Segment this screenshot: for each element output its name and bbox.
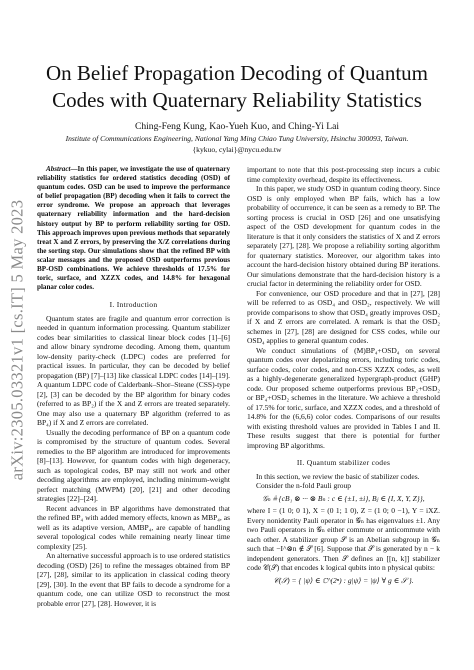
paper-emails: {kykuo, cylai}@nycu.edu.tw <box>192 145 282 154</box>
right-paragraph: Consider the n-fold Pauli group <box>256 481 351 490</box>
arxiv-stamp-text: arXiv:2305.03321v1 [cs.IT] 5 May 2023 <box>7 199 26 481</box>
paper-authors: Ching-Feng Kung, Kao-Yueh Kuo, and Ching-Yi Lai <box>134 121 340 132</box>
paper-affiliation: Institute of Communications Engineering, National Yang Ming Chiao Tung University, Hsinchu 300093, Taiwan. <box>65 134 409 143</box>
left-paragraph: An alternative successful approach is to use ordered statistics decoding (OSD) [26] to refine the messages obtained from BP [27], [28], similar to its application in classical coding theory [29], [30]. In the event that BP fails to decode a syndrome for a quantum code, one can utilize OSD to reconstruct the most probable error [27], [28]. However, it is <box>37 551 230 608</box>
right-column <box>247 165 440 588</box>
section-1-heading: I. Introduction <box>109 300 158 310</box>
right-paragraph: For convenience, our OSD procedure and that in [27], [28] will be referred to as OSD₄ and OSD₂, respectively. We will provide comparisons to show that OSD₄ greatly improves OSD₂ if X and Z errors are correlated. A remark is that the OSD₂ schemes in [27], [28] are designed for CSS codes, while our OSD₄ applies to general quantum codes. <box>247 288 440 345</box>
right-paragraph: We conduct simulations of (M)BP₄+OSD₄ on several quantum codes over depolarizing errors, including toric codes, surface codes, color codes, and non-CSS XZZX codes, as well as a highly-degenerate generalized hypergraph-product (GHP) code. Our proposed scheme outperforms previous BP₂+OSD₂ or BP₄+OSD₂ schemes in the literature. We achieve a threshold of 17.5% for toric, surface, and XZZX codes, and a threshold of 14.8% for the (6,6,6) color codes. Comparisons of our results with existing threshold values are provided in Tables I and II. These results suggest that there is potential for further improving BP algorithms. <box>247 345 440 450</box>
equation-pauli-group: 𝒢ₙ ≜ {cB₁ ⊗ ··· ⊗ Bₙ : c ∈ {±1, ±i}, Bⱼ ∈ {I, X, Y, Z}}, <box>262 493 425 503</box>
left-column <box>37 165 230 608</box>
abstract-label: Abstract <box>46 165 71 173</box>
right-paragraph: important to note that this post-processing step incurs a cubic time complexity overhead, despite its effectiveness. <box>247 165 440 184</box>
equation-stabilizer-code: 𝒞(𝒮) = { |ψ⟩ ∈ ℂ^(2ⁿ) : g|ψ⟩ = |ψ⟩ ∀ g ∈ 𝒮 }. <box>273 575 414 585</box>
paper-title: On Belief Propagation Decoding of Quantum Codes with Quaternary Reliability Statistics <box>46 61 428 112</box>
arxiv-stamp <box>2 175 32 505</box>
section-2-heading: II. Quantum stabilizer codes <box>296 458 391 467</box>
left-paragraph: Usually the decoding performance of BP on a quantum code is compromised by the structure of quantum codes. Several remedies to the BP algorithm are introduced for improvements [8]–[13]. However, for quantum codes with high degeneracy, such as topological codes, BP may still not work and other decoding algorithms are employed, including minimum-weight perfect matching (MWPM) [20], [21] and other decoding strategies [22]–[24]. <box>37 427 230 504</box>
right-paragraph: where I = (1 0; 0 1), X = (0 1; 1 0), Z = (1 0; 0 −1), Y = iXZ. Every nonidentity Pauli operator in 𝒢ₙ has eigenvalues ±1. Any two Pauli operators in 𝒢ₙ either commute or anticommute with each other. A stabilizer group 𝒮 is an Abelian subgroup in 𝒢ₙ such that −I^⊗n ∉ 𝒮 [6]. Suppose that 𝒮 is generated by n − k independent generators. Then 𝒮 defines an [[n, k]] stabilizer code 𝒞(𝒮) that encodes k logical qubits into n physical qubits: <box>247 506 440 572</box>
right-paragraph: In this paper, we study OSD in quantum coding theory. Since OSD is only employed when BP fails, which has a low probability of occurrence, it can be seen as a remedy to BP. The sorting process is crucial in OSD [26] and one unsatisfying aspect of the OSD development for quantum codes in the literature is that it only considers the statistics of X and Z errors separately [27], [28]. We propose a reliability sorting algorithm for quaternary statistics. Moreover, our algorithm takes into account the hard-decision history obtained during BP iterations. Our simulations demonstrate that the hard-decision history is a crucial factor in determining the reliability order for OSD. <box>247 184 440 288</box>
left-paragraph: Quantum states are fragile and quantum error correction is needed in quantum information processing. Quantum stabilizer codes bear similarities to classical linear block codes [1]–[6] and allow binary syndrome decoding. Among them, quantum low-density parity-check (LDPC) codes are preferred for practical issues. In particular, they can be decoded by belief propagation (BP) [7]–[13] like classical LDPC codes [14]–[19]. A quantum LDPC code of Calderbank–Shor–Steane (CSS)-type [2], [3] can be decoded by the BP algorithm for binary codes (referred to as BP₂) if the X and Z errors are treated separately. One may also use a quaternary BP algorithm (referred to as BP₄) if X and Z errors are correlated. <box>37 313 230 428</box>
abstract <box>37 165 230 292</box>
abstract-text: —In this paper, we investigate the use of quaternary reliability statistics for ordered statistics decoding (OSD) of quantum codes. OSD can be used to improve the performance of belief propagation (BP) decoding when it fails to correct the error syndrome. We propose an approach that leverages quaternary reliability information and the hard-decision history output by BP to perform reliability sorting for OSD. This approach improves upon previous methods that separately treat X and Z errors, by preserving the X/Z correlations during the sorting step. Our simulations show that the refined BP with scalar messages and the proposed OSD outperforms previous BP-OSD combinations. We achieve thresholds of 17.5% for toric, surface, and XZZX codes, and 14.8% for hexagonal planar color codes. <box>37 165 230 292</box>
right-paragraph: In this section, we review the basic of stabilizer codes. <box>256 471 420 481</box>
left-paragraph: Recent advances in BP algorithms have demonstrated that the refined BP₄ with added memory effects, known as MBP₄, as well as its adaptive version, AMBP₄, are capable of handling several topological codes while remaining nearly linear time complexity [25]. <box>37 503 230 551</box>
